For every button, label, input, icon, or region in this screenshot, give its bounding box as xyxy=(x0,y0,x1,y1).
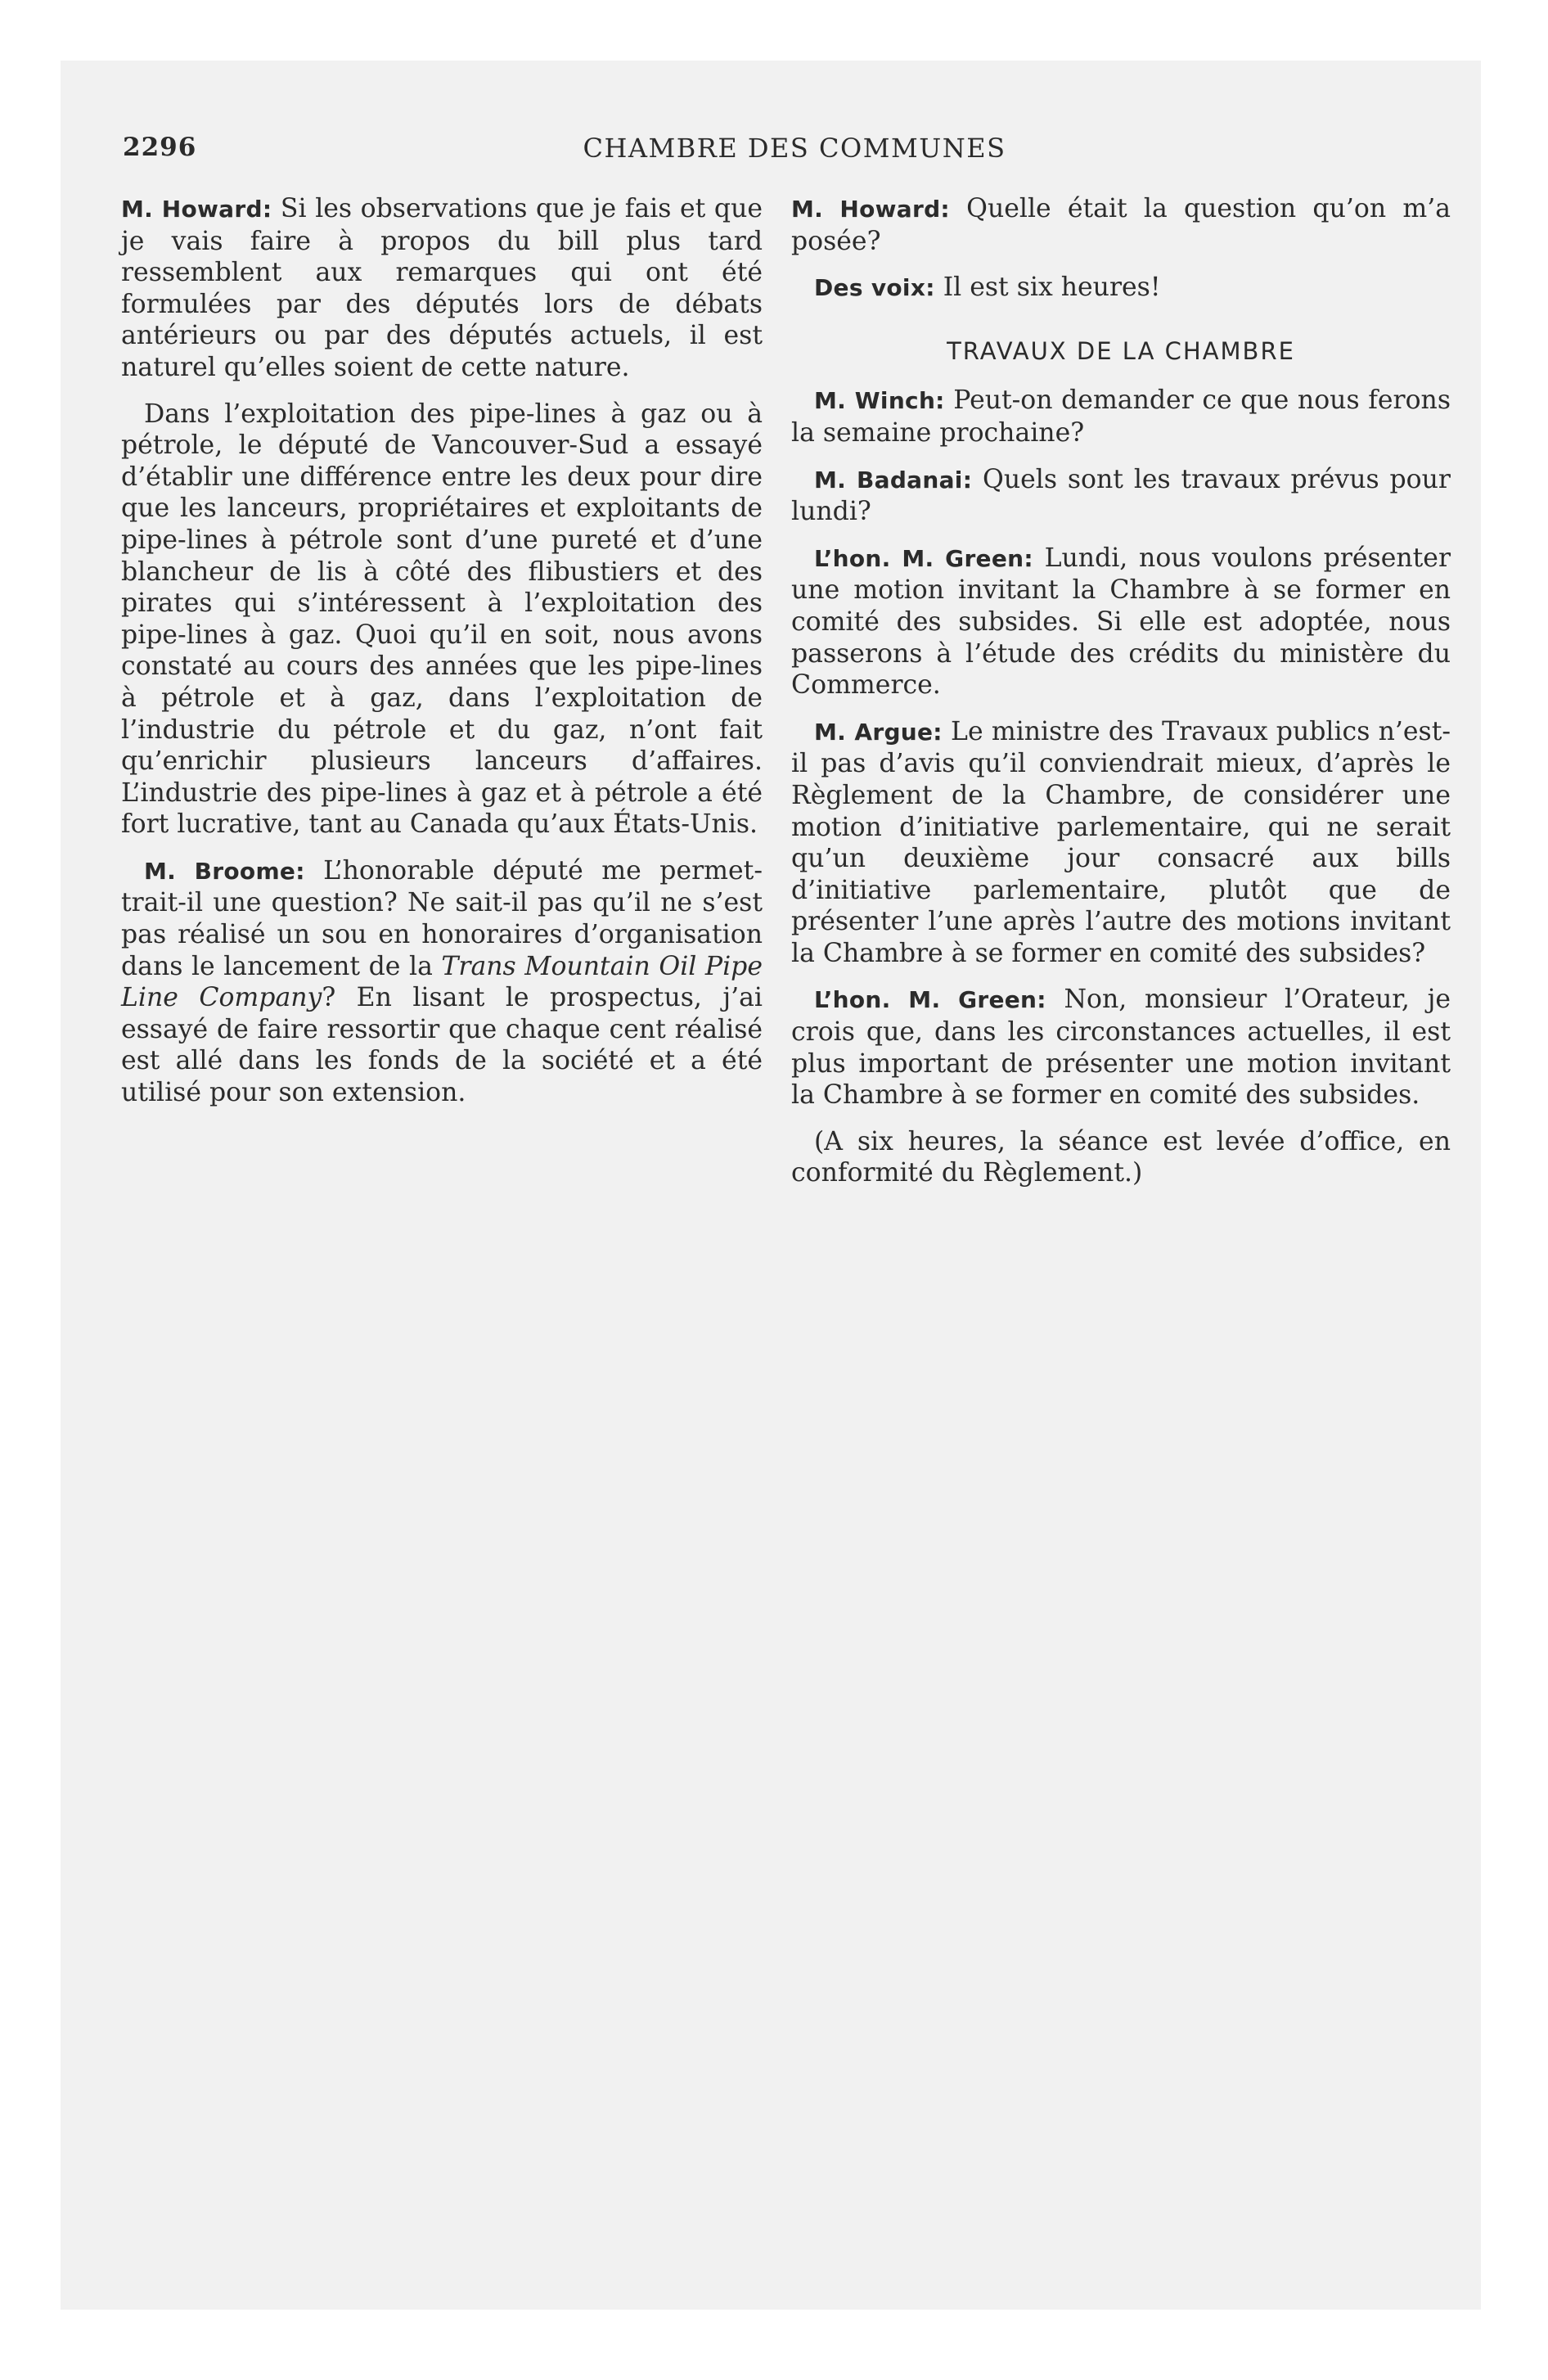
speech-text: Lundi, nous voulons présenter une motion invitant la Chambre à se former en comité des subsides. Si elle est adoptée, nous passerons à l’étude des crédits du ministère du Commerce. xyxy=(791,543,1451,701)
speaker-name: Des voix: xyxy=(814,274,935,302)
page-number: 2296 xyxy=(123,133,197,162)
speaker-name: M. Badanai: xyxy=(814,466,973,494)
right-column xyxy=(791,193,1451,1204)
speech-text: ? En lisant le prospectus, j’ai essayé de faire ressortir que chaque cent réalisé est allé dans les fonds de la société et a été utilisé pour son extension. xyxy=(121,983,763,1108)
paragraph xyxy=(121,855,763,1109)
speech-text: Peut-on demander ce que nous ferons la semaine prochaine? xyxy=(791,385,1451,448)
section-heading: TRAVAUX DE LA CHAMBRE xyxy=(947,336,1295,365)
paragraph xyxy=(791,543,1451,701)
speech-text: (A six heures, la séance est levée d’office, en conformité du Règlement.) xyxy=(791,1126,1451,1188)
speech-text: Quels sont les travaux prévus pour lundi? xyxy=(791,464,1451,527)
paragraph xyxy=(121,399,763,841)
paragraph xyxy=(121,193,763,384)
speech-text: L’honorable député me permettrait-il une question? Ne sait-il pas qu’il ne s’est pas réalisé un sou en honoraires d’organisation dans le lancement de la xyxy=(121,855,763,981)
speech-text: Il est six heures! xyxy=(934,273,1161,303)
speaker-name: M. Argue: xyxy=(814,718,943,746)
running-title: CHAMBRE DES COMMUNES xyxy=(583,133,1006,164)
paragraph xyxy=(791,984,1451,1111)
speaker-name: M. Winch: xyxy=(814,387,945,415)
paragraph xyxy=(791,193,1451,257)
speaker-name: L’hon. M. Green: xyxy=(814,544,1033,572)
paragraph xyxy=(791,716,1451,970)
speaker-name: M. Howard: xyxy=(121,196,272,223)
speech-text: Quelle était la question qu’on m’a posée? xyxy=(791,194,1451,256)
paragraph xyxy=(791,464,1451,528)
speech-text: Dans l’exploitation des pipe-lines à gaz ou à pétrole, le député de Vancouver-Sud a essayé d’établir une différence entre les deux pour dire que les lanceurs, propriétaires et exploitants de pipe-lines à pétrole sont d’une pureté et d’une blancheur de lis à côté des flibustiers et des pirates qui s’intéressent à l’exploitation des pipe-lines à gaz. Quoi qu’il en soit, nous avons constaté au cours des années que les pipe-lines à pétrole et à gaz, dans l’exploitation de l’industrie du pétrole et du gaz, n’ont fait qu’enrichir plusieurs lanceurs d’affaires. L’industrie des pipe-lines à gaz et à pétrole a été fort lucrative, tant au Canada qu’aux États-Unis. xyxy=(121,399,763,840)
paragraph xyxy=(791,1126,1451,1189)
speech-text: Le ministre des Travaux publics n’est-il pas d’avis qu’il conviendrait mieux, d’après le Règlement de la Chambre, de considérer une motion d’initiative parlementaire, qui ne serait qu’un deuxième jour consacré aux bills d’initiative parlementaire, plutôt que de présenter l’une après l’autre des motions invitant la Chambre à se former en comité des subsides? xyxy=(791,716,1451,968)
paragraph xyxy=(791,385,1451,449)
speech-text: Si les observations que je fais et que je vais faire à propos du bill plus tard ressemblent aux remarques qui ont été formulées par des députés lors de débats antérieurs ou par des députés actuels, il est naturel qu’elles soient de cette nature. xyxy=(121,194,763,382)
speaker-name: M. Broome: xyxy=(144,857,305,885)
speaker-name: M. Howard: xyxy=(791,196,950,223)
speaker-name: L’hon. M. Green: xyxy=(814,986,1046,1014)
speech-text: Non, monsieur l’Orateur, je crois que, dans les circonstances actuelles, il est plus important de présenter une motion invitant la Chambre à se former en comité des subsides. xyxy=(791,985,1451,1111)
left-column xyxy=(121,193,763,1124)
company-name: Trans Mountain Oil Pipe Line Company xyxy=(121,951,763,1013)
paragraph xyxy=(791,272,1451,304)
page-header xyxy=(123,133,1442,174)
